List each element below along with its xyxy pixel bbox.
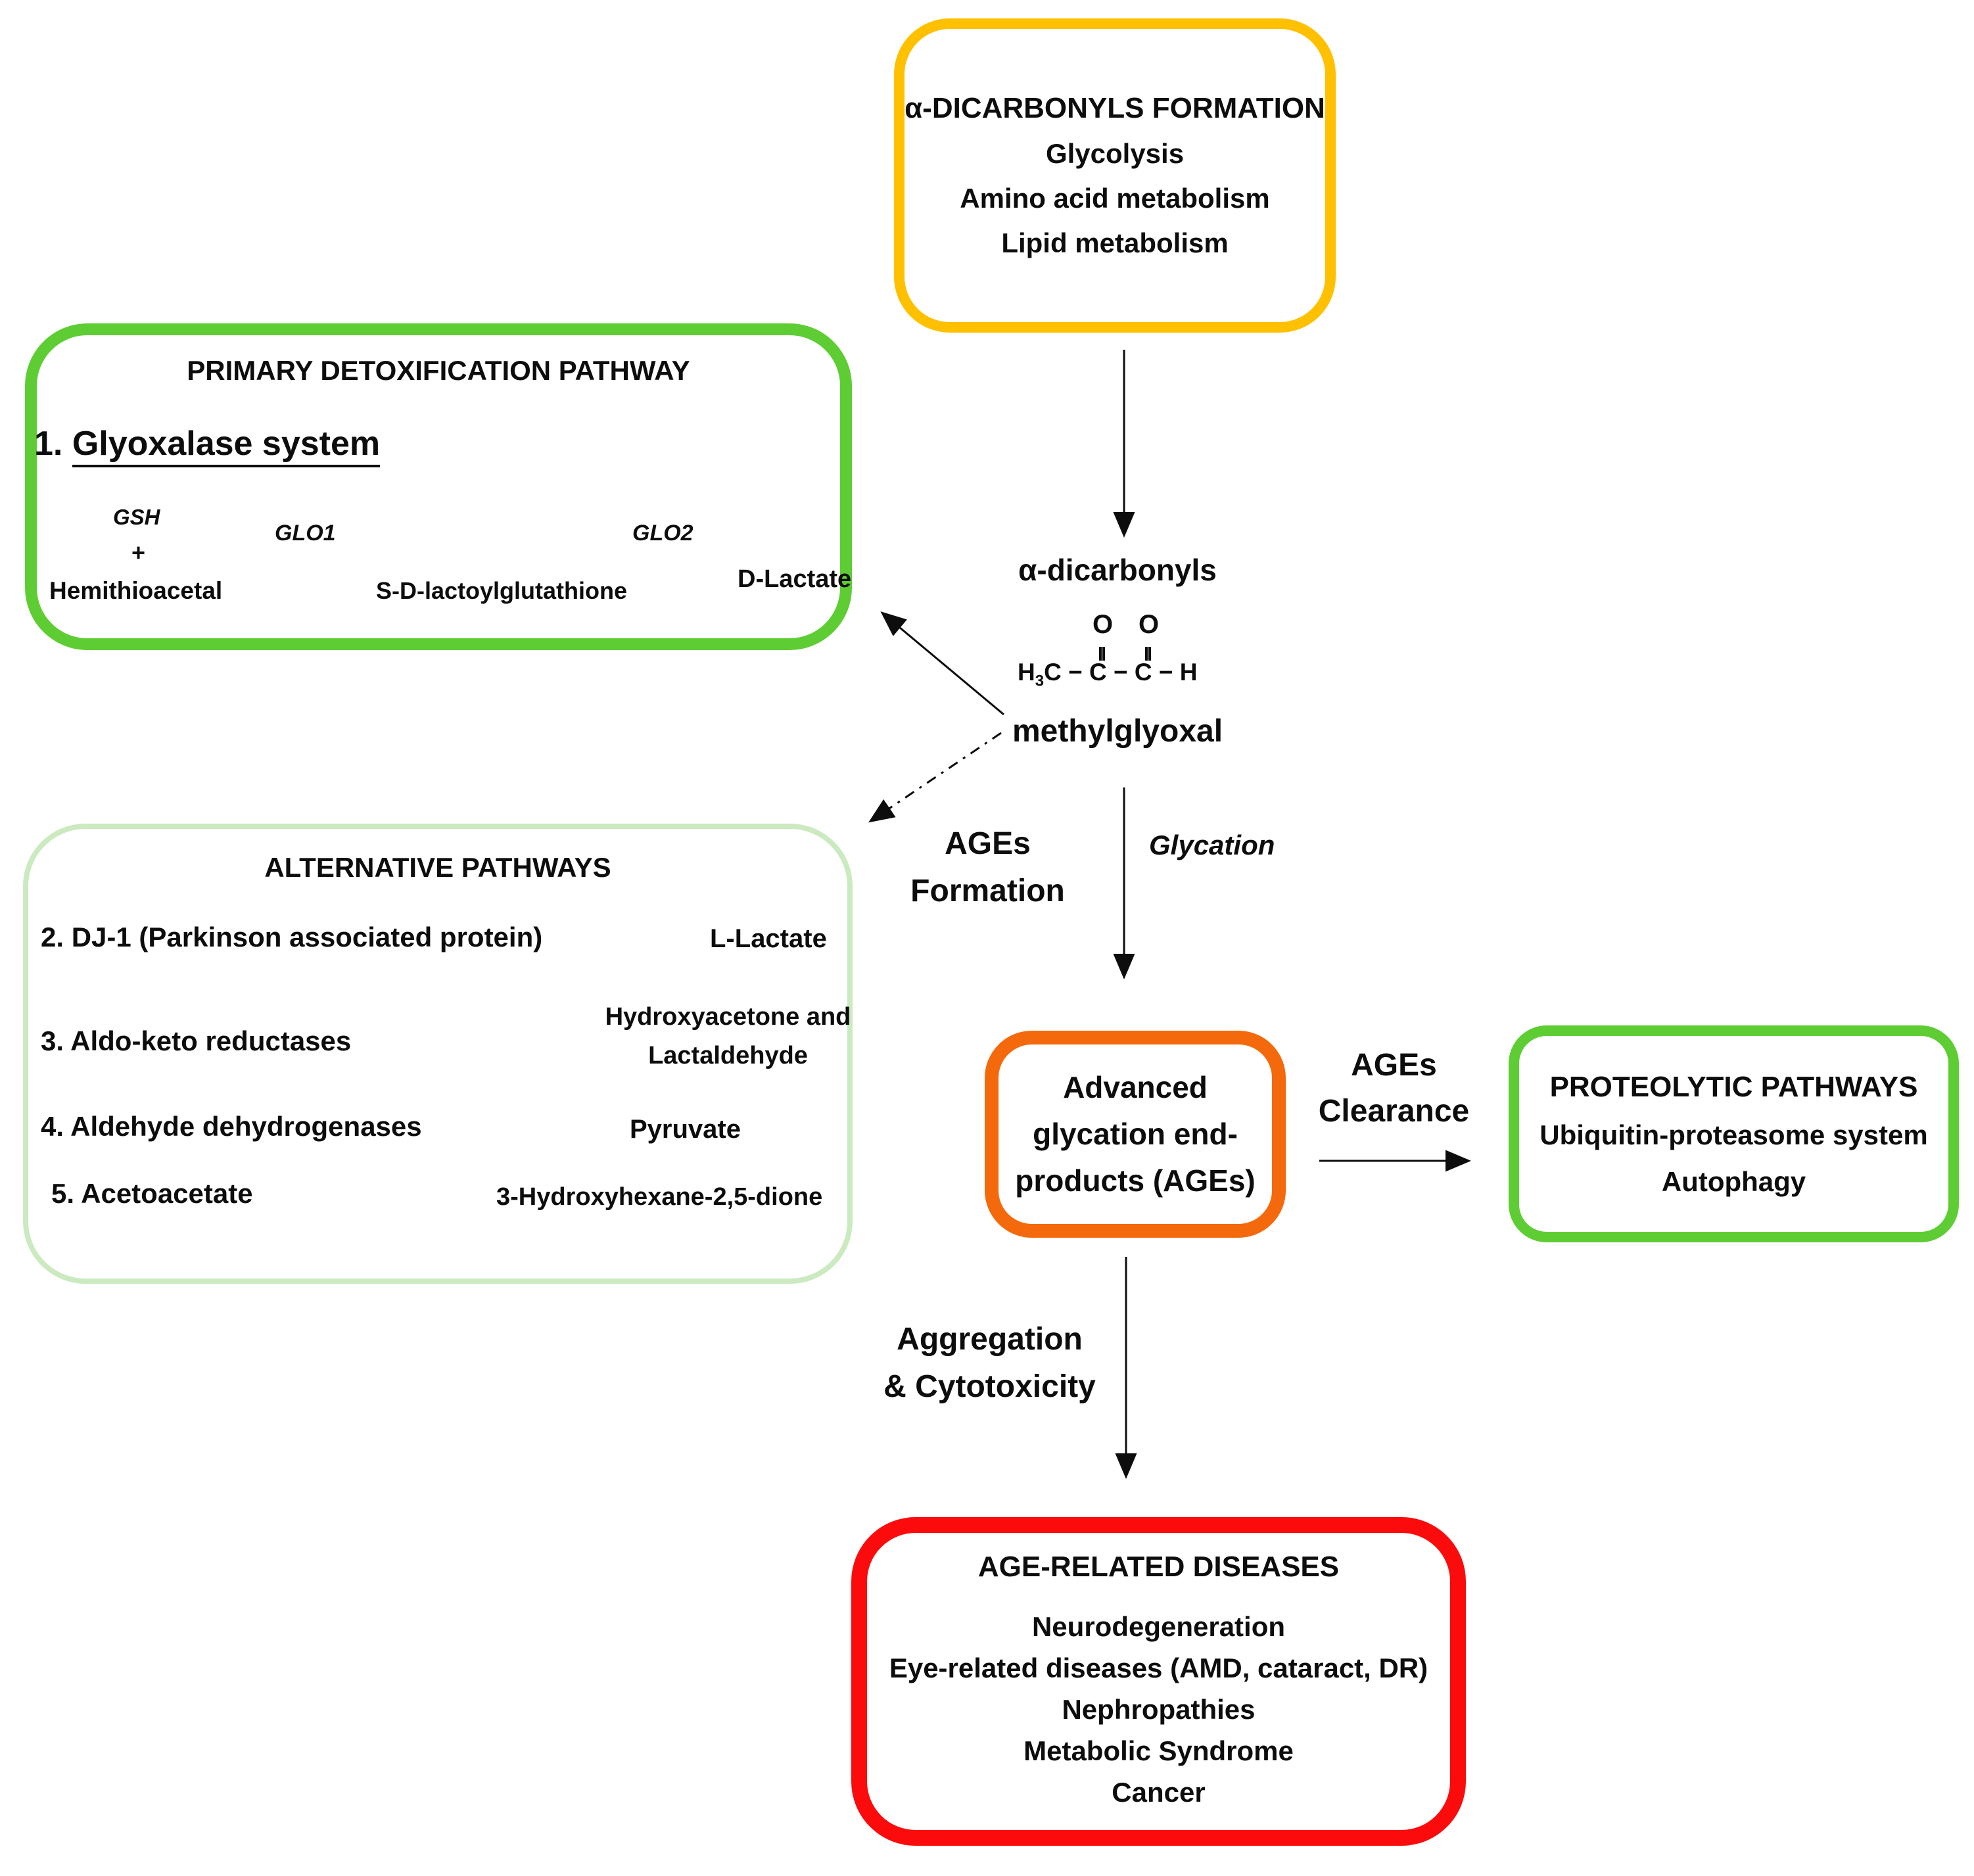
alt-row-product: Pyruvate — [630, 1115, 741, 1144]
box-title: PROTEOLYTIC PATHWAYS — [1549, 1070, 1918, 1103]
alt-row-label: 4. Aldehyde dehydrogenases — [41, 1111, 422, 1142]
formula-h: H — [1018, 659, 1035, 686]
ages-box — [985, 1031, 1286, 1238]
box-line: Nephropathies — [1062, 1693, 1256, 1725]
formula-subscript: 3 — [1035, 672, 1045, 690]
plus-sign: + — [131, 539, 146, 566]
ages-formation-label — [881, 820, 1094, 915]
alt-row-label: 5. Acetoacetate — [51, 1178, 253, 1209]
intermediate-sdl: S-D-lactoylglutathione — [376, 577, 628, 604]
aggregation-label — [866, 1316, 1113, 1411]
glyoxalase-system-heading — [34, 424, 380, 463]
methylglyoxal-formula — [1018, 659, 1197, 690]
alt-row-product — [605, 998, 851, 1075]
enzyme-glo1: GLO1 — [275, 521, 336, 546]
aggregation-line: & Cytotoxicity — [883, 1369, 1096, 1404]
age-related-diseases-box — [851, 1517, 1466, 1846]
ages-box-line: Advanced — [1063, 1069, 1208, 1104]
ages-formation-line: Formation — [910, 874, 1065, 908]
ages-clearance-line: AGEs — [1351, 1048, 1437, 1083]
ages-clearance-line: Clearance — [1318, 1093, 1470, 1129]
item-number: 1. — [34, 425, 63, 463]
box-line: Lipid metabolism — [1001, 227, 1229, 258]
box-line: Glycolysis — [1045, 138, 1185, 169]
box-line: Eye-related diseases (AMD, cataract, DR) — [889, 1652, 1428, 1683]
methylglyoxal-label: methylglyoxal — [1012, 714, 1223, 749]
alpha-dicarbonyls-label: α-dicarbonyls — [1018, 553, 1217, 587]
box-line: Ubiquitin-proteasome system — [1539, 1119, 1928, 1150]
alt-product-line: Lactaldehyde — [648, 1041, 808, 1069]
product-dlactate: D-Lactate — [738, 565, 852, 593]
box-line: Metabolic Syndrome — [1023, 1735, 1294, 1766]
proteolytic-pathways-box — [1509, 1025, 1959, 1242]
ages-box-line: products (AGEs) — [1015, 1163, 1256, 1198]
cofactor-gsh: GSH — [113, 505, 160, 529]
box-title: α-DICARBONYLS FORMATION — [905, 92, 1325, 124]
box-line: Autophagy — [1661, 1166, 1806, 1198]
box-title: AGE-RELATED DISEASES — [977, 1550, 1340, 1583]
ages-box-line: glycation end- — [1033, 1116, 1238, 1151]
alt-row-product: L-Lactate — [710, 924, 827, 953]
glycation-label: Glycation — [1149, 830, 1275, 860]
aggregation-line: Aggregation — [897, 1322, 1083, 1357]
oxygen-atom: O — [1139, 610, 1160, 639]
arrow-methylglyoxal-to-glyoxalase — [883, 614, 1004, 715]
ages-formation-line: AGEs — [945, 826, 1031, 861]
arrow-methylglyoxal-to-alternative — [872, 733, 1001, 820]
alternative-pathways-title: ALTERNATIVE PATHWAYS — [264, 852, 611, 883]
formula-backbone: C − C − C − H — [1044, 659, 1198, 686]
dicarbonyls-formation-box — [894, 18, 1336, 333]
alt-row-label: 3. Aldo-keto reductases — [41, 1025, 352, 1056]
alt-row-product: 3-Hydroxyhexane-2,5-dione — [496, 1183, 823, 1211]
primary-detox-title: PRIMARY DETOXIFICATION PATHWAY — [187, 355, 690, 386]
box-line: Cancer — [1112, 1776, 1206, 1808]
box-line: Amino acid metabolism — [960, 183, 1270, 214]
oxygen-atom: O — [1093, 610, 1114, 639]
alt-row-label: 2. DJ-1 (Parkinson associated protein) — [41, 922, 543, 952]
ages-clearance-label — [1287, 1043, 1501, 1134]
item-name: Glyoxalase system — [72, 425, 380, 467]
substrate-hemithioacetal: Hemithioacetal — [49, 577, 223, 604]
alt-product-line: Hydroxyacetone and — [605, 1003, 851, 1031]
box-line: Neurodegeneration — [1031, 1610, 1286, 1642]
enzyme-glo2: GLO2 — [632, 521, 693, 546]
